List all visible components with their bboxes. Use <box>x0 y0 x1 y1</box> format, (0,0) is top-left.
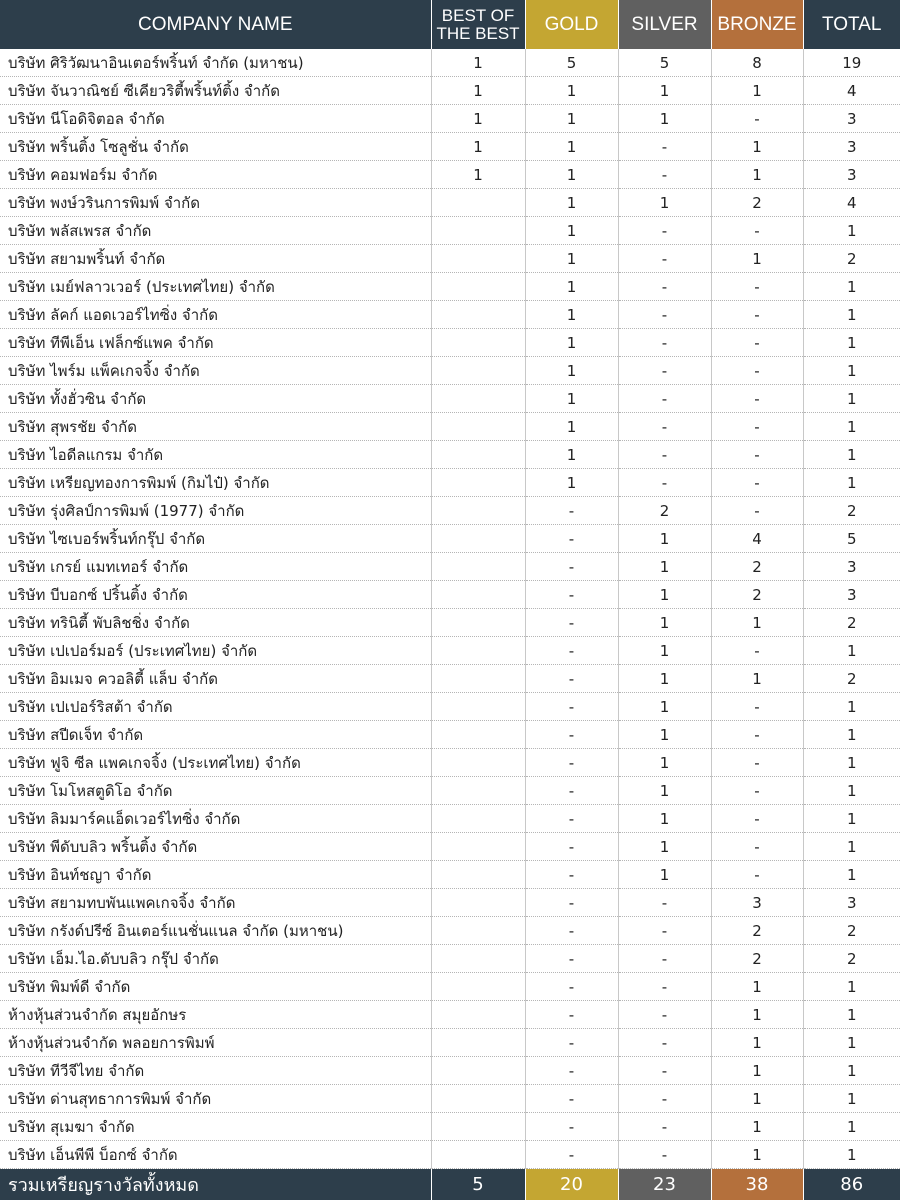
silver-cell: 1 <box>618 609 711 637</box>
table-body <box>0 49 900 1169</box>
total-cell: 1 <box>803 1057 900 1085</box>
gold-cell: 1 <box>525 469 618 497</box>
company-name-cell: บริษัท พริ้นติ้ง โซลูชั่น จำกัด <box>0 133 431 161</box>
gold-cell: - <box>525 609 618 637</box>
silver-cell: - <box>618 301 711 329</box>
total-cell: 2 <box>803 245 900 273</box>
best-of-the-best-cell <box>431 301 525 329</box>
gold-cell: 1 <box>525 273 618 301</box>
table-row <box>0 1141 900 1169</box>
header-silver: SILVER <box>618 0 711 49</box>
table-row <box>0 1029 900 1057</box>
company-name-cell: บริษัท ทีวีจีไทย จำกัด <box>0 1057 431 1085</box>
bronze-cell: 2 <box>711 189 803 217</box>
bronze-cell: - <box>711 441 803 469</box>
total-cell: 19 <box>803 49 900 77</box>
table-row <box>0 357 900 385</box>
silver-cell: - <box>618 273 711 301</box>
silver-cell: 2 <box>618 497 711 525</box>
total-cell: 2 <box>803 665 900 693</box>
company-name-cell: บริษัท พีดับบลิว พริ้นติ้ง จำกัด <box>0 833 431 861</box>
bronze-cell: - <box>711 861 803 889</box>
table-row <box>0 469 900 497</box>
gold-cell: 1 <box>525 441 618 469</box>
table-row <box>0 1113 900 1141</box>
company-name-cell: บริษัท เมย์ฟลาวเวอร์ (ประเทศไทย) จำกัด <box>0 273 431 301</box>
silver-cell: 1 <box>618 105 711 133</box>
bronze-cell: - <box>711 749 803 777</box>
best-of-the-best-cell <box>431 693 525 721</box>
total-cell: 1 <box>803 413 900 441</box>
total-cell: 1 <box>803 301 900 329</box>
table-row <box>0 1001 900 1029</box>
bronze-cell: - <box>711 777 803 805</box>
silver-cell: 1 <box>618 861 711 889</box>
gold-cell: - <box>525 749 618 777</box>
bronze-cell: - <box>711 273 803 301</box>
bronze-cell: 1 <box>711 1001 803 1029</box>
bronze-cell: 4 <box>711 525 803 553</box>
total-cell: 4 <box>803 189 900 217</box>
table-row <box>0 1057 900 1085</box>
company-name-cell: บริษัท เอ็ม.ไอ.ดับบลิว กรุ๊ป จำกัด <box>0 945 431 973</box>
table-row <box>0 301 900 329</box>
bronze-cell: - <box>711 637 803 665</box>
company-name-cell: บริษัท บีบอกซ์ ปริ้นติ้ง จำกัด <box>0 581 431 609</box>
company-name-cell: บริษัท สุเมฆา จำกัด <box>0 1113 431 1141</box>
company-name-cell: บริษัท กรังด์ปรีซ์ อินเตอร์แนชั่นแนล จำกัด (มหาชน) <box>0 917 431 945</box>
total-cell: 1 <box>803 329 900 357</box>
silver-cell: - <box>618 1029 711 1057</box>
silver-cell: 1 <box>618 805 711 833</box>
silver-cell: - <box>618 945 711 973</box>
table-row <box>0 217 900 245</box>
silver-cell: - <box>618 413 711 441</box>
table-row <box>0 609 900 637</box>
total-cell: 1 <box>803 1085 900 1113</box>
total-cell: 1 <box>803 1001 900 1029</box>
table-row <box>0 833 900 861</box>
company-name-cell: บริษัท อิมเมจ ควอลิตี้ แล็บ จำกัด <box>0 665 431 693</box>
footer-grand-total: 86 <box>803 1169 900 1200</box>
company-name-cell: บริษัท เกรย์ แมทเทอร์ จำกัด <box>0 553 431 581</box>
best-of-the-best-cell <box>431 721 525 749</box>
footer-bronze-total: 38 <box>711 1169 803 1200</box>
table-row <box>0 665 900 693</box>
footer-gold-total: 20 <box>525 1169 618 1200</box>
gold-cell: - <box>525 861 618 889</box>
table-row <box>0 273 900 301</box>
best-of-the-best-cell <box>431 1141 525 1169</box>
table-row <box>0 245 900 273</box>
gold-cell: - <box>525 1085 618 1113</box>
bronze-cell: 1 <box>711 1113 803 1141</box>
silver-cell: - <box>618 1113 711 1141</box>
gold-cell: - <box>525 777 618 805</box>
silver-cell: - <box>618 217 711 245</box>
silver-cell: 1 <box>618 637 711 665</box>
silver-cell: 1 <box>618 189 711 217</box>
bronze-cell: 1 <box>711 133 803 161</box>
total-cell: 3 <box>803 581 900 609</box>
gold-cell: - <box>525 973 618 1001</box>
total-cell: 5 <box>803 525 900 553</box>
total-cell: 1 <box>803 749 900 777</box>
best-of-the-best-cell <box>431 273 525 301</box>
silver-cell: - <box>618 1057 711 1085</box>
footer-silver-total: 23 <box>618 1169 711 1200</box>
header-best-of-the-best: BEST OF THE BEST <box>431 0 525 49</box>
company-name-cell: บริษัท ลิมมาร์คแอ็ดเวอร์ไทซิ่ง จำกัด <box>0 805 431 833</box>
table-row <box>0 637 900 665</box>
total-cell: 3 <box>803 161 900 189</box>
silver-cell: 1 <box>618 553 711 581</box>
table-row <box>0 77 900 105</box>
total-cell: 1 <box>803 273 900 301</box>
table-row <box>0 945 900 973</box>
silver-cell: 1 <box>618 77 711 105</box>
bronze-cell: - <box>711 105 803 133</box>
bronze-cell: 1 <box>711 1057 803 1085</box>
silver-cell: - <box>618 973 711 1001</box>
gold-cell: - <box>525 833 618 861</box>
table-row <box>0 973 900 1001</box>
header-gold: GOLD <box>525 0 618 49</box>
best-of-the-best-cell <box>431 1113 525 1141</box>
silver-cell: 1 <box>618 721 711 749</box>
table-row <box>0 917 900 945</box>
gold-cell: - <box>525 721 618 749</box>
total-cell: 1 <box>803 805 900 833</box>
bronze-cell: - <box>711 357 803 385</box>
total-cell: 2 <box>803 945 900 973</box>
total-cell: 3 <box>803 133 900 161</box>
silver-cell: 1 <box>618 833 711 861</box>
total-cell: 1 <box>803 441 900 469</box>
silver-cell: - <box>618 1001 711 1029</box>
best-of-the-best-cell <box>431 245 525 273</box>
silver-cell: - <box>618 441 711 469</box>
gold-cell: - <box>525 497 618 525</box>
gold-cell: 1 <box>525 245 618 273</box>
bronze-cell: - <box>711 693 803 721</box>
bronze-cell: - <box>711 413 803 441</box>
best-of-the-best-cell <box>431 749 525 777</box>
total-cell: 1 <box>803 693 900 721</box>
footer-best-total: 5 <box>431 1169 525 1200</box>
bronze-cell: - <box>711 497 803 525</box>
total-cell: 1 <box>803 217 900 245</box>
silver-cell: - <box>618 133 711 161</box>
bronze-cell: 1 <box>711 973 803 1001</box>
best-of-the-best-cell <box>431 665 525 693</box>
table-row <box>0 581 900 609</box>
total-cell: 2 <box>803 917 900 945</box>
total-cell: 1 <box>803 1141 900 1169</box>
company-name-cell: บริษัท สปีดเจ็ท จำกัด <box>0 721 431 749</box>
gold-cell: 1 <box>525 385 618 413</box>
best-of-the-best-cell <box>431 777 525 805</box>
company-name-cell: บริษัท เปเปอร์ริสต้า จำกัด <box>0 693 431 721</box>
silver-cell: - <box>618 889 711 917</box>
best-of-the-best-cell: 1 <box>431 161 525 189</box>
company-name-cell: บริษัท พงษ์วรินการพิมพ์ จำกัด <box>0 189 431 217</box>
bronze-cell: - <box>711 217 803 245</box>
bronze-cell: 8 <box>711 49 803 77</box>
gold-cell: 1 <box>525 133 618 161</box>
total-cell: 1 <box>803 637 900 665</box>
company-name-cell: บริษัท ลัคก์ แอดเวอร์ไทซิ่ง จำกัด <box>0 301 431 329</box>
header-total: TOTAL <box>803 0 900 49</box>
table-row <box>0 861 900 889</box>
company-name-cell: บริษัท ไพร์ม แพ็คเกจจิ้ง จำกัด <box>0 357 431 385</box>
gold-cell: - <box>525 553 618 581</box>
total-cell: 1 <box>803 357 900 385</box>
best-of-the-best-cell <box>431 973 525 1001</box>
company-name-cell: บริษัท ด่านสุทธาการพิมพ์ จำกัด <box>0 1085 431 1113</box>
bronze-cell: 1 <box>711 161 803 189</box>
table-row <box>0 133 900 161</box>
best-of-the-best-cell <box>431 1029 525 1057</box>
gold-cell: - <box>525 1029 618 1057</box>
company-name-cell: บริษัท ฟูจิ ซีล แพคเกจจิ้ง (ประเทศไทย) จำกัด <box>0 749 431 777</box>
best-of-the-best-cell <box>431 581 525 609</box>
gold-cell: - <box>525 1001 618 1029</box>
silver-cell: 1 <box>618 665 711 693</box>
best-of-the-best-cell <box>431 189 525 217</box>
table-header <box>0 0 900 49</box>
best-of-the-best-cell <box>431 861 525 889</box>
company-name-cell: บริษัท รุ่งศิลป์การพิมพ์ (1977) จำกัด <box>0 497 431 525</box>
total-cell: 3 <box>803 553 900 581</box>
total-cell: 2 <box>803 497 900 525</box>
bronze-cell: 2 <box>711 917 803 945</box>
total-cell: 1 <box>803 777 900 805</box>
company-name-cell: บริษัท อินท์ชญา จำกัด <box>0 861 431 889</box>
total-cell: 3 <box>803 105 900 133</box>
best-of-the-best-cell: 1 <box>431 49 525 77</box>
total-cell: 1 <box>803 385 900 413</box>
company-name-cell: บริษัท โมโหสตูดิโอ จำกัด <box>0 777 431 805</box>
bronze-cell: 1 <box>711 665 803 693</box>
silver-cell: 1 <box>618 581 711 609</box>
company-name-cell: ห้างหุ้นส่วนจำกัด สมุยอักษร <box>0 1001 431 1029</box>
table-row <box>0 1085 900 1113</box>
company-name-cell: บริษัท พลัสเพรส จำกัด <box>0 217 431 245</box>
best-of-the-best-cell <box>431 329 525 357</box>
company-name-cell: บริษัท สุพรชัย จำกัด <box>0 413 431 441</box>
total-cell: 1 <box>803 469 900 497</box>
gold-cell: - <box>525 805 618 833</box>
bronze-cell: 2 <box>711 581 803 609</box>
best-of-the-best-cell: 1 <box>431 105 525 133</box>
company-name-cell: บริษัท พิมพ์ดี จำกัด <box>0 973 431 1001</box>
table-row <box>0 385 900 413</box>
bronze-cell: 1 <box>711 245 803 273</box>
gold-cell: - <box>525 637 618 665</box>
best-of-the-best-cell <box>431 1085 525 1113</box>
company-name-cell: บริษัท เหรียญทองการพิมพ์ (กิมไป๋) จำกัด <box>0 469 431 497</box>
best-of-the-best-cell <box>431 1057 525 1085</box>
company-name-cell: บริษัท ทรินิตี้ พับลิชชิ่ง จำกัด <box>0 609 431 637</box>
silver-cell: - <box>618 329 711 357</box>
table-footer <box>0 1169 900 1200</box>
gold-cell: - <box>525 693 618 721</box>
table-row <box>0 749 900 777</box>
silver-cell: 5 <box>618 49 711 77</box>
company-name-cell: บริษัท จันวาณิชย์ ซีเคียวริตี้พริ้นท์ติ้ง จำกัด <box>0 77 431 105</box>
best-of-the-best-cell <box>431 413 525 441</box>
silver-cell: - <box>618 469 711 497</box>
silver-cell: - <box>618 245 711 273</box>
silver-cell: - <box>618 385 711 413</box>
bronze-cell: 1 <box>711 77 803 105</box>
gold-cell: - <box>525 1113 618 1141</box>
gold-cell: - <box>525 917 618 945</box>
best-of-the-best-cell <box>431 497 525 525</box>
footer-total-label: รวมเหรียญรางวัลทั้งหมด <box>0 1169 431 1200</box>
gold-cell: 1 <box>525 189 618 217</box>
table-row <box>0 693 900 721</box>
company-name-cell: บริษัท ไอดีลแกรม จำกัด <box>0 441 431 469</box>
gold-cell: 1 <box>525 77 618 105</box>
silver-cell: 1 <box>618 525 711 553</box>
bronze-cell: 2 <box>711 945 803 973</box>
company-name-cell: บริษัท ไซเบอร์พริ้นท์กรุ๊ป จำกัด <box>0 525 431 553</box>
table-row <box>0 189 900 217</box>
bronze-cell: - <box>711 469 803 497</box>
company-name-cell: บริษัท สยามพริ้นท์ จำกัด <box>0 245 431 273</box>
table-row <box>0 49 900 77</box>
best-of-the-best-cell <box>431 525 525 553</box>
bronze-cell: - <box>711 833 803 861</box>
table-row <box>0 161 900 189</box>
best-of-the-best-cell <box>431 805 525 833</box>
gold-cell: 1 <box>525 329 618 357</box>
table-row <box>0 525 900 553</box>
table-row <box>0 105 900 133</box>
bronze-cell: 1 <box>711 609 803 637</box>
total-cell: 1 <box>803 861 900 889</box>
best-of-the-best-cell <box>431 609 525 637</box>
bronze-cell: - <box>711 301 803 329</box>
total-cell: 1 <box>803 1113 900 1141</box>
gold-cell: 5 <box>525 49 618 77</box>
gold-cell: - <box>525 665 618 693</box>
company-name-cell: บริษัท เอ็นพีพี บ็อกซ์ จำกัด <box>0 1141 431 1169</box>
bronze-cell: - <box>711 721 803 749</box>
total-cell: 1 <box>803 973 900 1001</box>
header-bronze: BRONZE <box>711 0 803 49</box>
best-of-the-best-cell: 1 <box>431 77 525 105</box>
table-row <box>0 497 900 525</box>
bronze-cell: 3 <box>711 889 803 917</box>
best-of-the-best-cell <box>431 357 525 385</box>
total-cell: 3 <box>803 889 900 917</box>
table-row <box>0 413 900 441</box>
best-of-the-best-cell: 1 <box>431 133 525 161</box>
best-of-the-best-cell <box>431 385 525 413</box>
table-row <box>0 805 900 833</box>
gold-cell: 1 <box>525 217 618 245</box>
gold-cell: - <box>525 581 618 609</box>
best-of-the-best-cell <box>431 469 525 497</box>
gold-cell: 1 <box>525 105 618 133</box>
bronze-cell: - <box>711 329 803 357</box>
table-row <box>0 441 900 469</box>
gold-cell: 1 <box>525 413 618 441</box>
bronze-cell: 1 <box>711 1141 803 1169</box>
bronze-cell: 2 <box>711 553 803 581</box>
total-cell: 1 <box>803 833 900 861</box>
company-name-cell: บริษัท นีโอดิจิตอล จำกัด <box>0 105 431 133</box>
silver-cell: 1 <box>618 777 711 805</box>
table-row <box>0 329 900 357</box>
table-row <box>0 553 900 581</box>
company-name-cell: บริษัท ศิริวัฒนาอินเตอร์พริ้นท์ จำกัด (มหาชน) <box>0 49 431 77</box>
best-of-the-best-cell <box>431 1001 525 1029</box>
gold-cell: - <box>525 945 618 973</box>
company-name-cell: บริษัท ทีพีเอ็น เฟล็กซ์แพค จำกัด <box>0 329 431 357</box>
company-name-cell: บริษัท ทั้งฮั่วซิน จำกัด <box>0 385 431 413</box>
silver-cell: - <box>618 1085 711 1113</box>
gold-cell: 1 <box>525 161 618 189</box>
silver-cell: - <box>618 917 711 945</box>
gold-cell: - <box>525 525 618 553</box>
best-of-the-best-cell <box>431 889 525 917</box>
best-of-the-best-cell <box>431 637 525 665</box>
bronze-cell: 1 <box>711 1085 803 1113</box>
total-cell: 1 <box>803 721 900 749</box>
header-company-name: COMPANY NAME <box>0 0 431 49</box>
best-of-the-best-cell <box>431 441 525 469</box>
gold-cell: - <box>525 889 618 917</box>
silver-cell: - <box>618 357 711 385</box>
table-row <box>0 777 900 805</box>
silver-cell: 1 <box>618 693 711 721</box>
gold-cell: 1 <box>525 357 618 385</box>
best-of-the-best-cell <box>431 553 525 581</box>
best-of-the-best-cell <box>431 217 525 245</box>
best-of-the-best-cell <box>431 917 525 945</box>
silver-cell: - <box>618 1141 711 1169</box>
company-name-cell: บริษัท คอมฟอร์ม จำกัด <box>0 161 431 189</box>
company-name-cell: ห้างหุ้นส่วนจำกัด พลอยการพิมพ์ <box>0 1029 431 1057</box>
bronze-cell: - <box>711 805 803 833</box>
bronze-cell: 1 <box>711 1029 803 1057</box>
total-cell: 2 <box>803 609 900 637</box>
bronze-cell: - <box>711 385 803 413</box>
table-row <box>0 889 900 917</box>
best-of-the-best-cell <box>431 945 525 973</box>
table-row <box>0 721 900 749</box>
silver-cell: - <box>618 161 711 189</box>
company-name-cell: บริษัท เปเปอร์มอร์ (ประเทศไทย) จำกัด <box>0 637 431 665</box>
gold-cell: 1 <box>525 301 618 329</box>
total-cell: 1 <box>803 1029 900 1057</box>
gold-cell: - <box>525 1057 618 1085</box>
gold-cell: - <box>525 1141 618 1169</box>
company-name-cell: บริษัท สยามทบพันแพคเกจจิ้ง จำกัด <box>0 889 431 917</box>
silver-cell: 1 <box>618 749 711 777</box>
total-cell: 4 <box>803 77 900 105</box>
best-of-the-best-cell <box>431 833 525 861</box>
